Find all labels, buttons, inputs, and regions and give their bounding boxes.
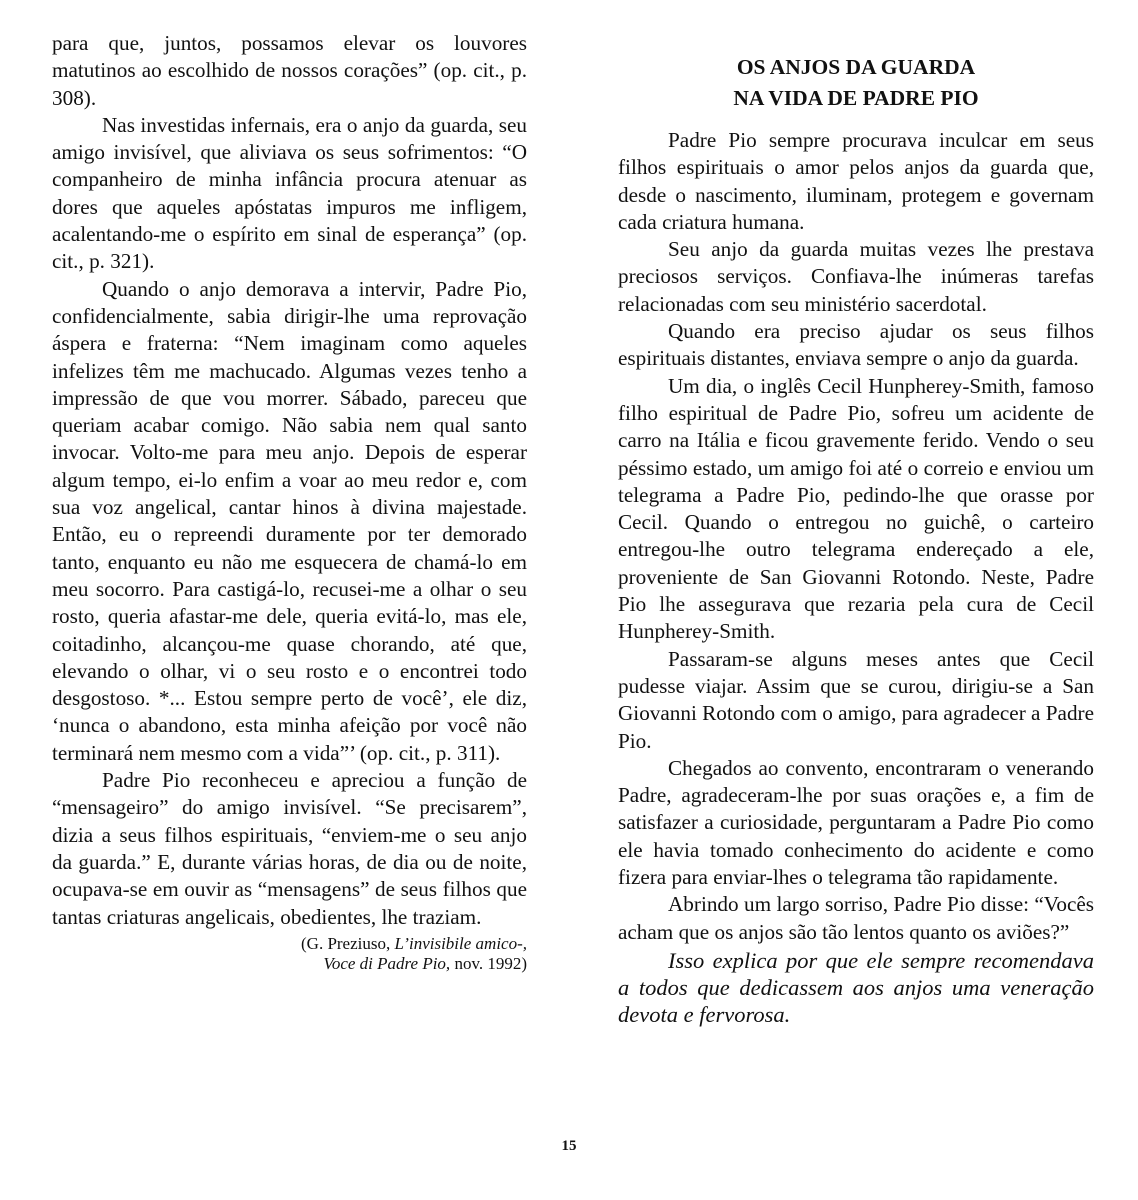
paragraph: Padre Pio sempre procurava inculcar em seus filhos espirituais o amor pelos anjos da guarda que, desde o nascimento, iluminam, protegem e governam cada criatura humana.	[618, 128, 1094, 234]
paragraph: Passaram-se alguns meses antes que Cecil pudesse viajar. Assim que se curou, dirigiu-se a San Giovanni Rotondo com o amigo, para agradecer a Padre Pio.	[618, 646, 1094, 753]
section-title-line-1: OS ANJOS DA GUARDA	[736, 55, 976, 79]
citation-date: nov. 1992)	[450, 954, 527, 974]
section-title	[618, 52, 1094, 114]
paragraph: Quando era preciso ajudar os seus filhos espirituais distantes, enviava sempre o anjo da guarda.	[618, 319, 1094, 371]
citation-work: L’invisibile amico-,	[394, 933, 527, 953]
section-title-line-2: NA VIDA DE PADRE PIO	[733, 86, 979, 110]
closing-paragraph: Isso explica por que ele sempre recomendava a todos que dedicassem aos anjos uma veneração devota e fervorosa.	[618, 947, 1094, 1027]
citation	[52, 934, 527, 975]
paragraph: Um dia, o inglês Cecil Hunpherey-Smith, famoso filho espiritual de Padre Pio, sofreu um acidente de carro na Itália e ficou gravemente ferido. Vendo o seu péssimo estado, um amigo foi até o correio e enviou um telegrama a Padre Pio, pedindo-lhe que orasse por Cecil. Quando o entregou no guichê, o carteiro entregou-lhe outro telegrama endereçado a ele, proveniente de San Giovanni Rotondo. Neste, Padre Pio lhe assegurava que rezaria pela cura de Cecil Hunpherey-Smith.	[618, 373, 1094, 644]
right-column	[618, 30, 1094, 1028]
paragraph: Quando o anjo demorava a intervir, Padre Pio, confidencialmente, sabia dirigir-lhe uma reprovação áspera e fraterna: “Nem imaginam como aqueles infelizes têm me machucado. Algumas vezes tenho a impressão de que vou morrer. Sábado, pareceu que queriam acabar comigo. Não sabia nem qual santo invocar. Volto-me para meu anjo. Depois de esperar algum tempo, ei-lo enfim a voar ao meu redor e, com sua voz angelical, cantar hinos à divina majestade. Então, eu o repreendi duramente por ter demorado tanto, enquanto eu não me esquecera de chamá-lo em meu socorro. Para castigá-lo, recusei-me a olhar o seu rosto, queria afastar-me dele, queria evitá-lo, mas ele, coitadinho, alcançou-me quase chorando, até que, elevando o olhar, vi o seu rosto e o encontrei todo desgostoso. *... Estou sempre perto de você’, ele diz, ‘nunca o abandono, esta minha afeição por você não terminará nem mesmo com a vida”’ (op. cit., p. 311).	[52, 276, 527, 765]
citation-journal: Voce di Padre Pio,	[323, 954, 451, 974]
paragraph: Padre Pio reconheceu e apreciou a função de “mensageiro” do amigo invisível. “Se precisarem”, dizia a seus filhos espirituais, “enviem-me o seu anjo da guarda.” E, durante várias horas, de dia ou de noite, ocupava-se em ouvir as “mensagens” de seus filhos que tantas criaturas angelicais, obedientes, lhe traziam.	[52, 768, 527, 929]
paragraph: Abrindo um largo sorriso, Padre Pio disse: “Vocês acham que os anjos são tão lentos quanto os aviões?”	[618, 892, 1094, 944]
paragraph: Nas investidas infernais, era o anjo da guarda, seu amigo invisível, que aliviava os seus sofrimentos: “O companheiro de minha infância procura atenuar as dores que aqueles apóstatas impuros me infligem, acalentando-me o espírito em sinal de esperança” (op. cit., p. 321).	[52, 112, 527, 274]
paragraph: para que, juntos, possamos elevar os louvores matutinos ao escolhido de nossos corações” (op. cit., p. 308).	[52, 31, 527, 110]
paragraph: Seu anjo da guarda muitas vezes lhe prestava preciosos serviços. Confiava-lhe inúmeras tarefas relacionadas com seu ministério sacerdotal.	[618, 237, 1094, 316]
paragraph: Chegados ao convento, encontraram o venerando Padre, agradeceram-lhe por suas orações e, a fim de satisfazer a curiosidade, perguntaram a Padre Pio como ele havia tomado conhecimento do acidente e como fizera para enviar-lhes o telegrama tão rapidamente.	[618, 755, 1094, 890]
citation-open: (G. Preziuso,	[301, 933, 395, 953]
left-column	[52, 30, 527, 975]
page-number: 15	[561, 1138, 577, 1154]
